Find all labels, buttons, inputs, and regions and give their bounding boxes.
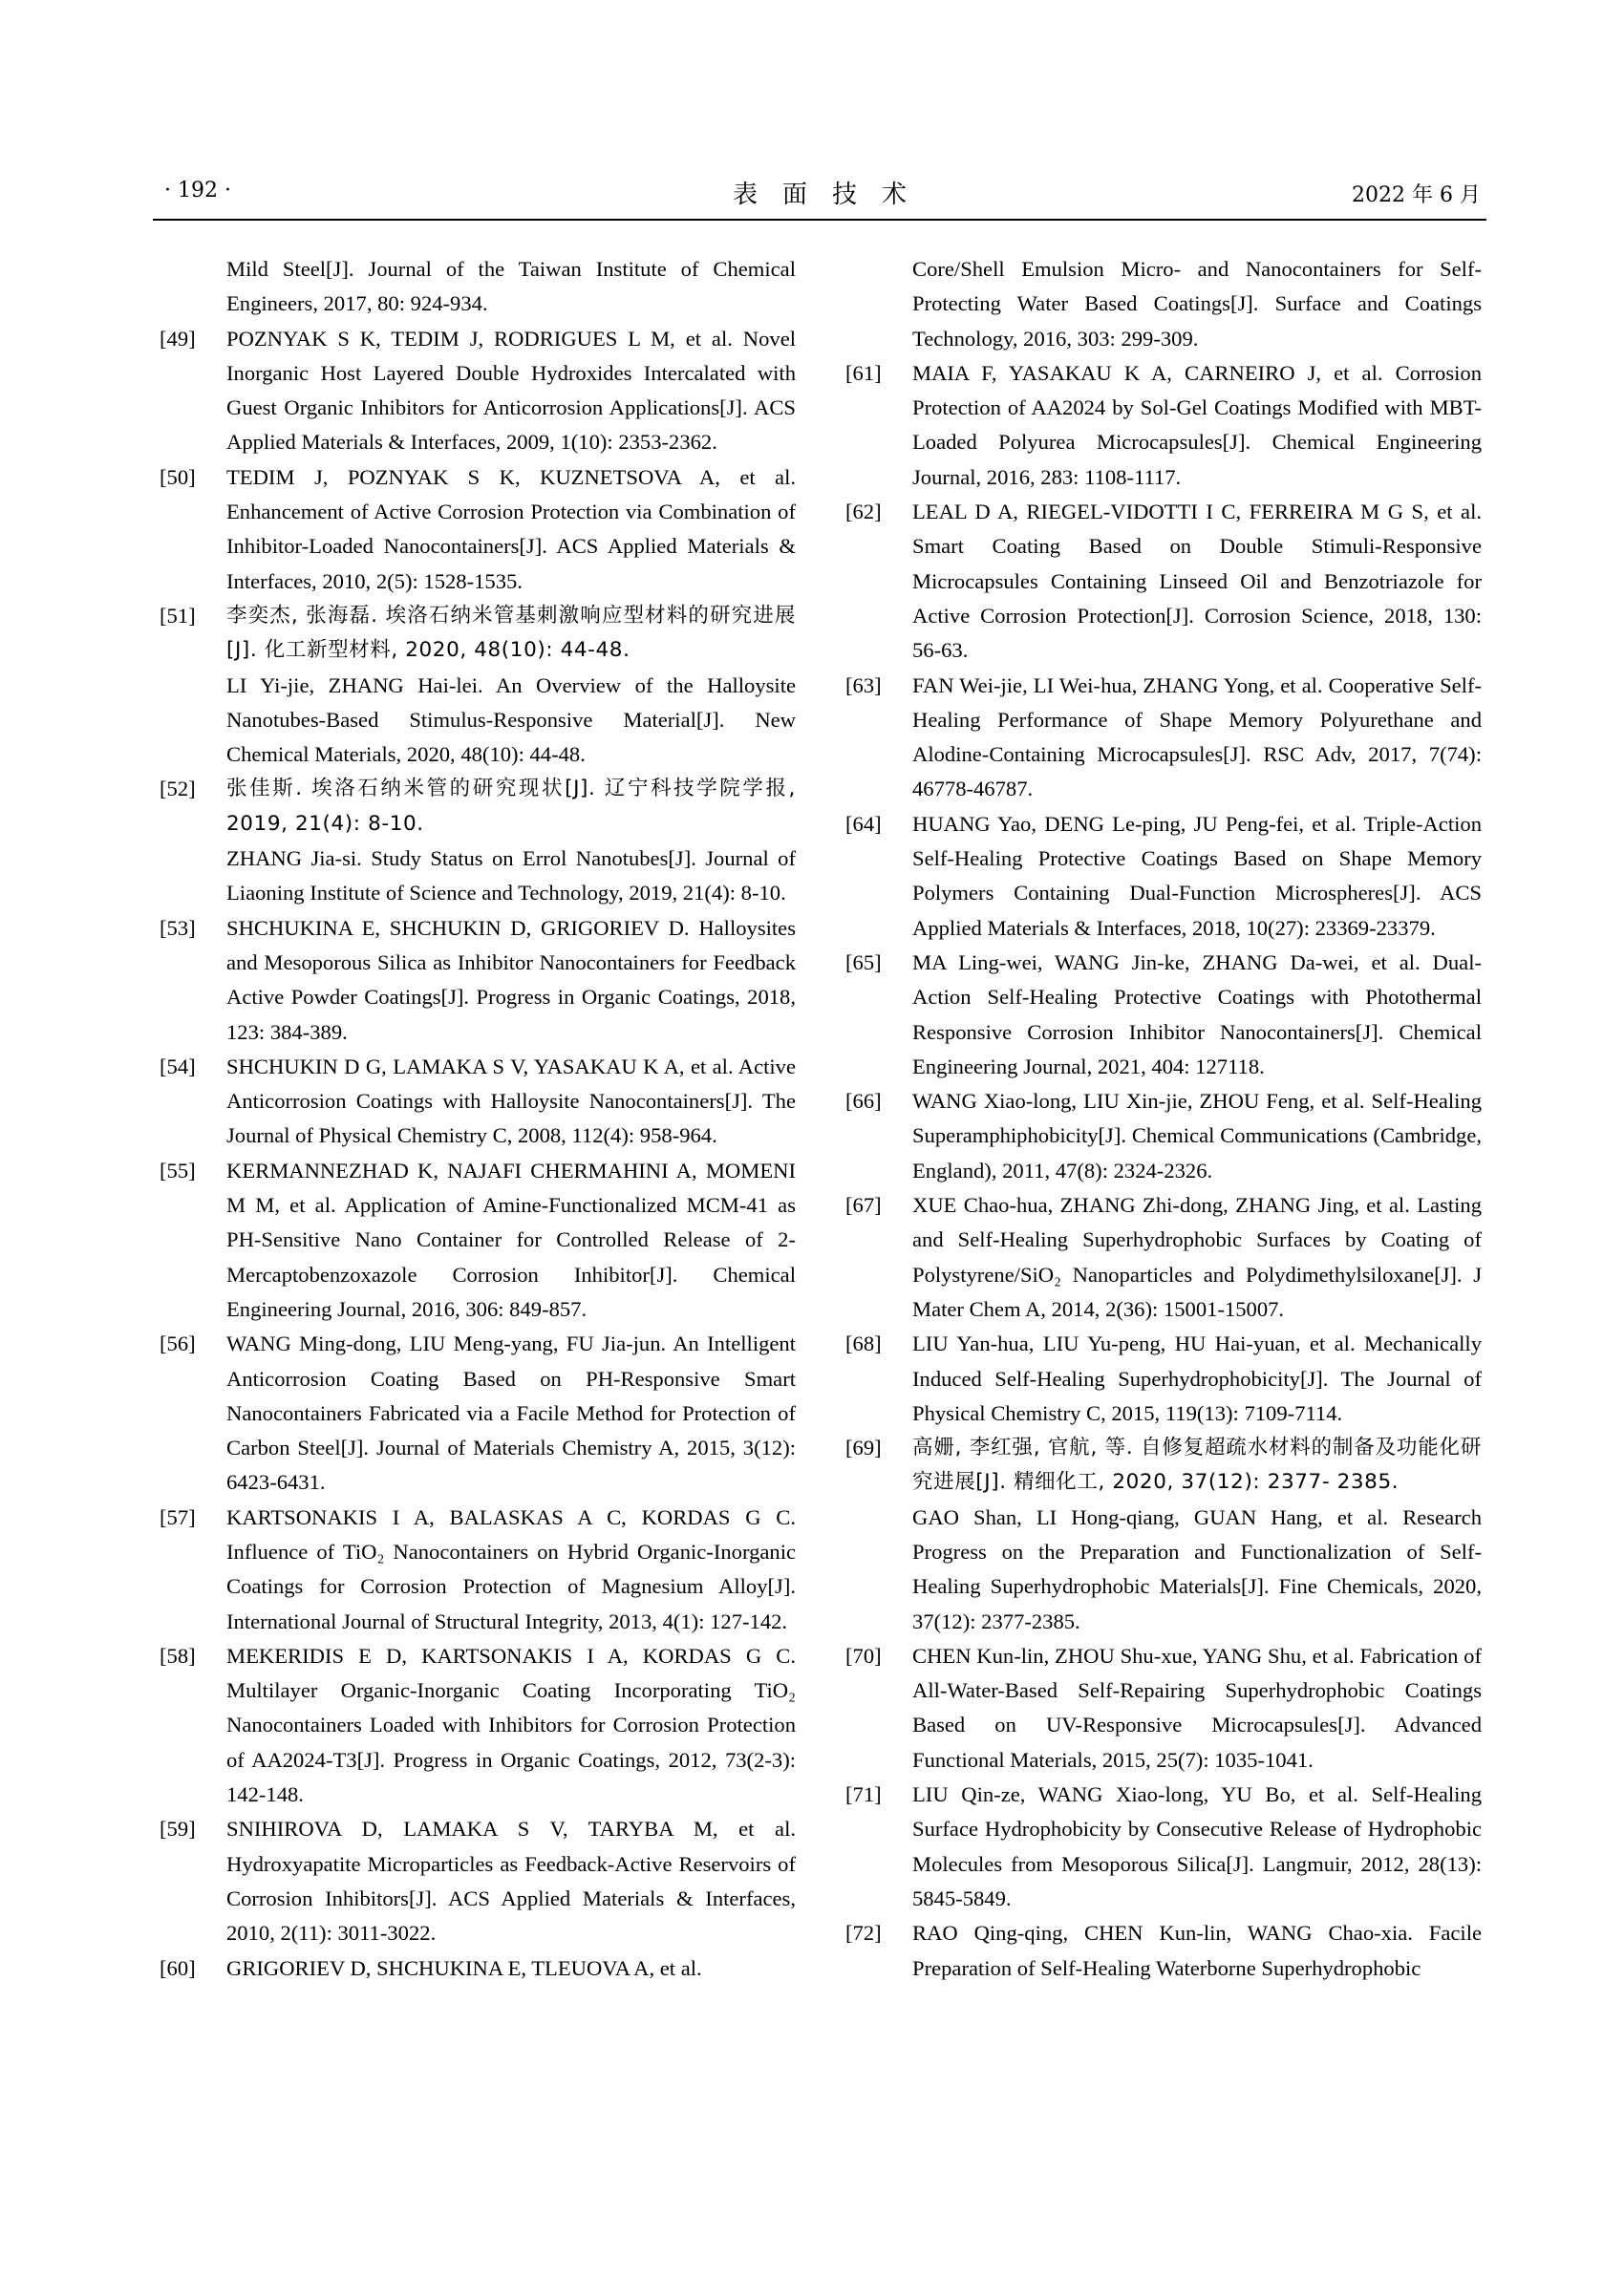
reference-text: SHCHUKINA E, SHCHUKIN D, GRIGORIEV D. Halloysites and Mesoporous Silica as Inhibitor Nanocontainers for Feedback Active Powder Coatings[J]. Progress in Organic Coatings, 2018, 123: 384-389. [226,915,796,1044]
reference-number: [69] [845,1436,882,1460]
reference-entry [160,322,796,460]
reference-entry [845,1327,1482,1431]
reference-text-chinese: 张佳斯. 埃洛石纳米管的研究现状[J]. 辽宁科技学院学报, 2019, 21(4): 8-10. [226,777,796,836]
reference-number: [51] [160,603,196,628]
reference-text: LEAL D A, RIEGEL-VIDOTTI I C, FERREIRA M G S, et al. Smart Coating Based on Double Stimuli-Responsive Microcapsules Containing Linseed Oil and Benzotriazole for Active Corrosion Protection[J]. Corrosion Science, 2018, 130: 56-63. [912,500,1482,663]
reference-entry [160,1327,796,1500]
reference-number: [54] [160,1054,196,1078]
issue-date: 2022 年 6 月 [1352,183,1481,207]
reference-number: [68] [845,1332,882,1356]
reference-text: POZNYAK S K, TEDIM J, RODRIGUES L M, et al. Novel Inorganic Host Layered Double Hydroxides Intercalated with Guest Organic Inhibitors for Anticorrosion Applications[J]. ACS Applied Materials & Interfaces, 2009, 1(10): 2353-2362. [226,326,796,455]
reference-text: XUE Chao-hua, ZHANG Zhi-dong, ZHANG Jing, et al. Lasting and Self-Healing Superhydrophobic Surfaces by Coating of Polystyrene/SiO₂ Nanoparticles and Polydimethylsiloxane[J]. J Mater Chem A, 2014, 2(36): 15001-15007. [912,1193,1482,1321]
page-number: · 192 · [164,179,231,202]
reference-entry [845,1639,1482,1778]
reference-text: Mild Steel[J]. Journal of the Taiwan Institute of Chemical Engineers, 2017, 80: 924-934. [226,257,796,316]
reference-text: TEDIM J, POZNYAK S K, KUZNETSOVA A, et al. Enhancement of Active Corrosion Protection via Combination of Inhibitor-Loaded Nanocontainers[J]. ACS Applied Materials & Interfaces, 2010, 2(5): 1528-1535. [226,464,796,593]
reference-entry [845,946,1482,1084]
reference-text: LIU Yan-hua, LIU Yu-peng, HU Hai-yuan, et al. Mechanically Induced Self-Healing Superhydrophobicity[J]. The Journal of Physical Chemistry C, 2015, 119(13): 7109-7114. [912,1332,1482,1425]
reference-number: [49] [160,326,196,351]
reference-entry [160,460,796,599]
reference-text: LIU Qin-ze, WANG Xiao-long, YU Bo, et al. Self-Healing Surface Hydrophobicity by Consecutive Release of Hydrophobic Molecules from Mesoporous Silica[J]. Langmuir, 2012, 28(13): 5845-5849. [912,1782,1482,1910]
reference-number: [64] [845,811,882,836]
reference-text: ZHANG Jia-si. Study Status on Errol Nanotubes[J]. Journal of Liaoning Institute of Science and Technology, 2019, 21(4): 8-10. [226,846,796,906]
reference-text: MA Ling-wei, WANG Jin-ke, ZHANG Da-wei, et al. Dual-Action Self-Healing Protective Coatings with Photothermal Responsive Corrosion Inhibitor Nanocontainers[J]. Chemical Engineering Journal, 2021, 404: 127118. [912,949,1482,1078]
reference-entry [160,1639,796,1812]
reference-entry [160,1050,796,1154]
reference-entry [160,1951,796,1986]
reference-number: [52] [160,777,196,801]
reference-entry [845,1431,1482,1639]
reference-number: [66] [845,1089,882,1114]
reference-text: MAIA F, YASAKAU K A, CARNEIRO J, et al. Corrosion Protection of AA2024 by Sol-Gel Coatings Modified with MBT-Loaded Polyurea Microcapsules[J]. Chemical Engineering Journal, 2016, 283: 1108-1117. [912,360,1482,489]
reference-text: KARTSONAKIS I A, BALASKAS A C, KORDAS G C. Influence of TiO₂ Nanocontainers on Hybrid Organic-Inorganic Coatings for Corrosion Protection of Magnesium Alloy[J]. International Journal of Structural Integrity, 2013, 4(1): 127-142. [226,1504,796,1633]
reference-entry [845,356,1482,495]
reference-number: [70] [845,1643,882,1668]
reference-text: KERMANNEZHAD K, NAJAFI CHERMAHINI A, MOMENI M M, et al. Application of Amine-Functionalized MCM-41 as PH-Sensitive Nano Container for Controlled Release of 2-Mercaptobenzoxazole Corrosion Inhibitor[J]. Chemical Engineering Journal, 2016, 306: 849-857. [226,1158,796,1321]
reference-entry [845,1778,1482,1916]
reference-entry [845,252,1482,356]
reference-number: [61] [845,360,882,385]
reference-entry [160,772,796,910]
reference-text: WANG Xiao-long, LIU Xin-jie, ZHOU Feng, et al. Self-Healing Superamphiphobicity[J]. Chemical Communications (Cambridge, England), 2011, 47(8): 2324-2326. [912,1089,1482,1183]
reference-number: [56] [160,1332,196,1356]
reference-entry [845,1916,1482,1986]
reference-entry [160,599,796,772]
reference-text: GAO Shan, LI Hong-qiang, GUAN Hang, et al. Research Progress on the Preparation and Functionalization of Self-Healing Superhydrophobic Materials[J]. Fine Chemicals, 2020, 37(12): 2377-2385. [912,1504,1482,1633]
reference-column-right [845,252,1482,1986]
reference-entry [845,807,1482,946]
reference-entry [160,911,796,1050]
reference-text: Core/Shell Emulsion Micro- and Nanocontainers for Self-Protecting Water Based Coatings[J]. Surface and Coatings Technology, 2016, 303: 299-309. [912,257,1482,351]
reference-number: [67] [845,1193,882,1218]
reference-number: [60] [160,1955,196,1980]
journal-title: 表面技术 [732,181,931,209]
reference-text: FAN Wei-jie, LI Wei-hua, ZHANG Yong, et al. Cooperative Self-Healing Performance of Shape Memory Polyurethane and Alodine-Containing Microcapsules[J]. RSC Adv, 2017, 7(74): 46778-46787. [912,672,1482,801]
page-header [153,175,1486,221]
reference-number: [58] [160,1643,196,1668]
reference-number: [63] [845,672,882,697]
reference-column-left [160,252,796,1986]
reference-text: RAO Qing-qing, CHEN Kun-lin, WANG Chao-xia. Facile Preparation of Self-Healing Waterborne Superhydrophobic [912,1921,1482,1980]
reference-text-chinese: 高姗, 李红强, 官航, 等. 自修复超疏水材料的制备及功能化研究进展[J]. 精细化工, 2020, 37(12): 2377- 2385. [912,1436,1482,1495]
reference-text: LI Yi-jie, ZHANG Hai-lei. An Overview of the Halloysite Nanotubes-Based Stimulus-Responsive Material[J]. New Chemical Materials, 2020, 48(10): 44-48. [226,672,796,767]
reference-entry [160,252,796,322]
reference-text: MEKERIDIS E D, KARTSONAKIS I A, KORDAS G C. Multilayer Organic-Inorganic Coating Incorporating TiO₂ Nanocontainers Loaded with Inhibitors for Corrosion Protection of AA2024-T3[J]. Progress in Organic Coatings, 2012, 73(2-3): 142-148. [226,1643,796,1807]
reference-text: CHEN Kun-lin, ZHOU Shu-xue, YANG Shu, et al. Fabrication of All-Water-Based Self-Repairing Superhydrophobic Coatings Based on UV-Responsive Microcapsules[J]. Advanced Functional Materials, 2015, 25(7): 1035-1041. [912,1643,1482,1772]
reference-text-chinese: 李奕杰, 张海磊. 埃洛石纳米管基刺激响应型材料的研究进展[J]. 化工新型材料, 2020, 48(10): 44-48. [226,603,796,663]
reference-number: [50] [160,464,196,489]
reference-text: GRIGORIEV D, SHCHUKINA E, TLEUOVA A, et al. [226,1955,702,1980]
reference-entry [160,1501,796,1639]
reference-entry [160,1154,796,1327]
reference-entry [845,1188,1482,1327]
reference-number: [53] [160,915,196,940]
reference-number: [55] [160,1158,196,1183]
reference-text: SNIHIROVA D, LAMAKA S V, TARYBA M, et al. Hydroxyapatite Microparticles as Feedback-Active Reservoirs of Corrosion Inhibitors[J]. ACS Applied Materials & Interfaces, 2010, 2(11): 3011-3022. [226,1817,796,1946]
reference-entry [845,1084,1482,1188]
reference-text: HUANG Yao, DENG Le-ping, JU Peng-fei, et al. Triple-Action Self-Healing Protective Coatings Based on Shape Memory Polymers Containing Dual-Function Microspheres[J]. ACS Applied Materials & Interfaces, 2018, 10(27): 23369-23379. [912,811,1482,940]
reference-text: WANG Ming-dong, LIU Meng-yang, FU Jia-jun. An Intelligent Anticorrosion Coating Based on PH-Responsive Smart Nanocontainers Fabricated via a Facile Method for Protection of Carbon Steel[J]. Journal of Materials Chemistry A, 2015, 3(12): 6423-6431. [226,1332,796,1495]
reference-number: [62] [845,500,882,524]
reference-entry [845,669,1482,807]
reference-number: [57] [160,1504,196,1529]
reference-entry [845,495,1482,668]
reference-number: [71] [845,1782,882,1807]
reference-number: [59] [160,1817,196,1842]
reference-number: [65] [845,949,882,974]
reference-text: SHCHUKIN D G, LAMAKA S V, YASAKAU K A, et al. Active Anticorrosion Coatings with Halloysite Nanocontainers[J]. The Journal of Physical Chemistry C, 2008, 112(4): 958-964. [226,1054,796,1148]
reference-entry [160,1812,796,1950]
reference-number: [72] [845,1921,882,1946]
